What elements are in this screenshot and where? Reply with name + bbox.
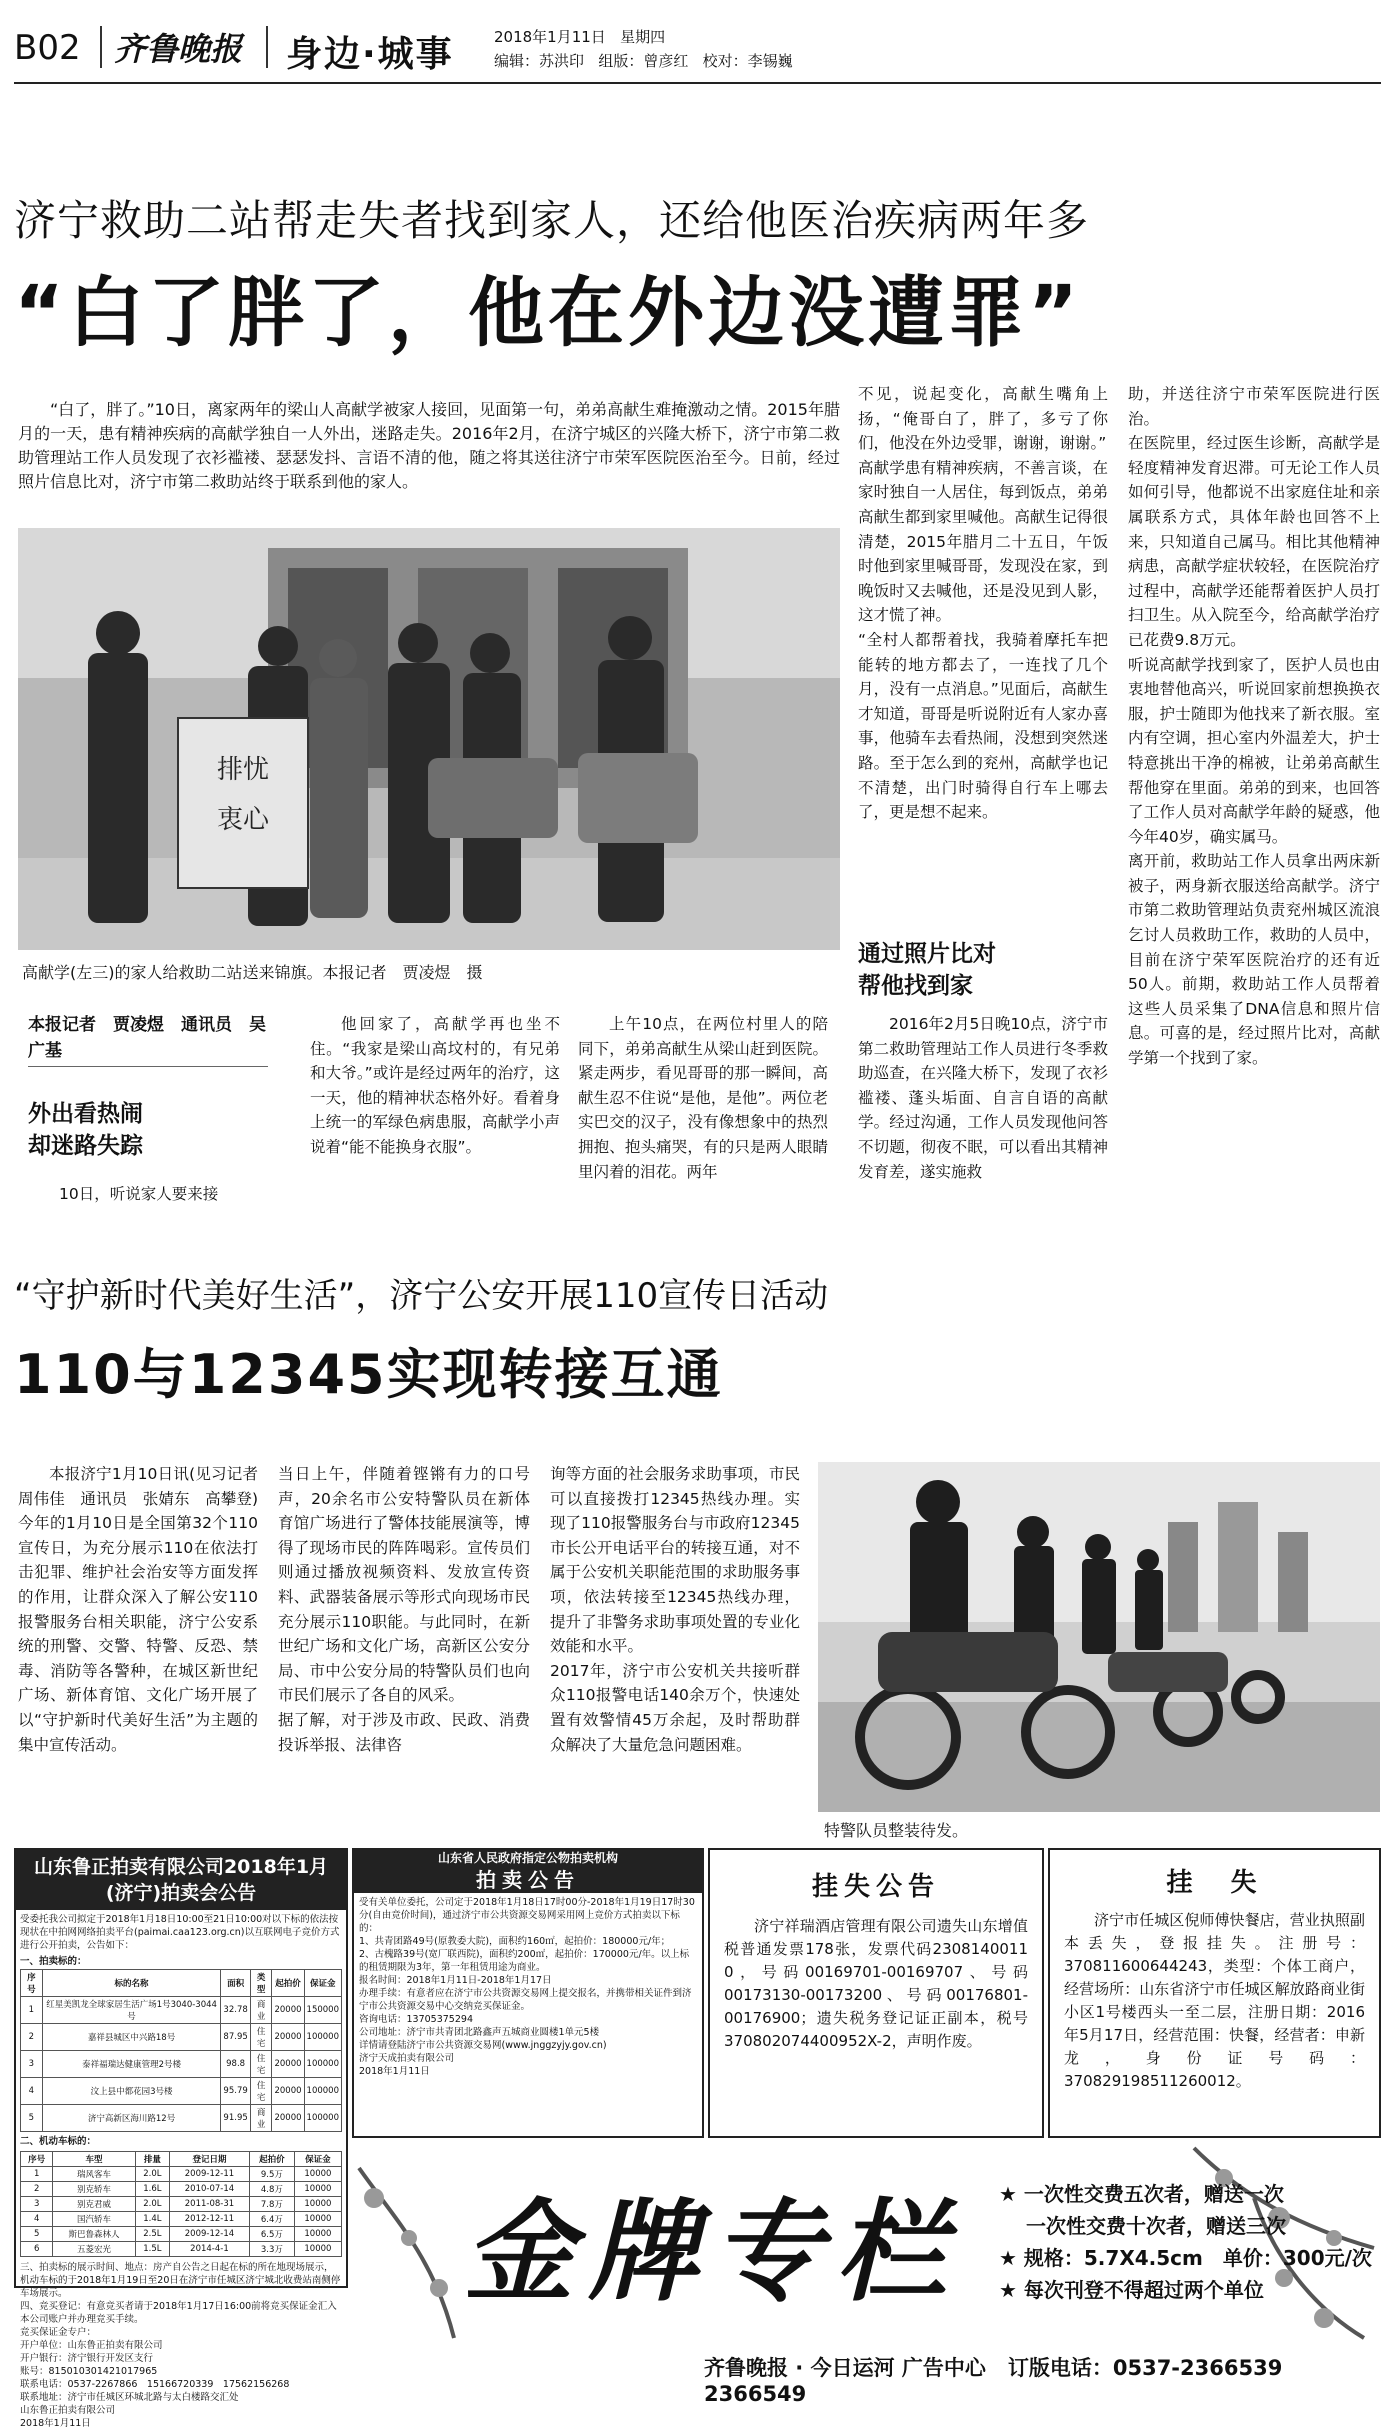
svg-text:衷心: 衷心 (216, 805, 270, 835)
table-cell: 斯巴鲁森林人 (53, 2227, 135, 2242)
section-title: 身边·城事 (286, 34, 454, 75)
table-cell: 87.95 (221, 2024, 250, 2051)
table-row (21, 2078, 342, 2105)
story2-col-b: 当日上午，伴随着铿锵有力的口号声，20余名市公安特警队员在新体育馆广场进行了警体技能展演等，博得了现场市民的阵阵喝彩。宣传员们则通过播放视频资料、发放宣传资料、武器装备展示等形式向现场市民充分展示110职能。与此同时，在新世纪广场和文化广场，高新区公安分局、市中公安分局的特警队员们也向市民们展示了各自的风采。 据了解，对于涉及市政、民政、消费投诉举报、法律咨 (278, 1465, 530, 1754)
table-cell: 2.0L (135, 2197, 169, 2212)
table-cell: 3 (21, 2051, 43, 2078)
table-cell: 7.8万 (249, 2197, 294, 2212)
table-cell: 泰祥福瑞达健康管理2号楼 (42, 2051, 221, 2078)
page-number: B02 (14, 28, 81, 68)
table-cell: 1.4L (135, 2212, 169, 2227)
story1-subhead-1: 外出看热闹 却迷路失踪 (28, 1101, 143, 1159)
table-cell: 6.4万 (249, 2212, 294, 2227)
gold-column-term: ★ 每次刊登不得超过两个单位 (999, 2278, 1264, 2302)
newspaper-logo: 齐鲁晚报 (114, 30, 243, 68)
table-cell: 32.78 (221, 1997, 250, 2024)
table-cell: 10000 (294, 2227, 341, 2242)
table-cell: 住宅 (250, 2051, 272, 2078)
story1-photo-caption: 高献学(左三)的家人给救助二站送来锦旗。本报记者 贾凌煜 摄 (22, 963, 483, 982)
table-cell: 10000 (294, 2242, 341, 2257)
gold-column-title: 金牌专栏 (464, 2187, 960, 2316)
auction-ad-body: 三、拍卖标的展示时间、地点：房产自公告之日起在标的所在地现场展示，机动车标的于2018年1月19日至20日在济宁市任城区济宁城北收费站南侧停车场展示。 四、竞买登记：有意竞买者请于2018年1月17日16:00前将竞买保证金汇入本公司账户并办理竞买手续。 竞买保证金专户： 开户单位：山东鲁正拍卖有限公司 开户银行：济宁银行开发区支行 账号：815010301421017965 联系电话：0537-2267866 15166720339 17562156268 联系地址：济宁市任城区环城北路与太白楼路交汇处 山东鲁正拍卖有限公司 2018年1月11日 (20, 2262, 341, 2429)
auction-ad-section-2: 二、机动车标的： (20, 2136, 97, 2147)
table-cell: 3.3万 (249, 2242, 294, 2257)
table-header-cell: 保证金 (304, 1970, 341, 1997)
table-cell: 嘉祥县城区中兴路18号 (42, 2024, 221, 2051)
gold-column-term: 一次性交费十次者，赠送三次 (999, 2214, 1286, 2238)
paragraph: 10日，听说家人要来接 (59, 1185, 219, 1203)
table-cell: 红星美凯龙全球家居生活广场1号3040-3044号 (42, 1997, 221, 2024)
table-cell: 1.6L (135, 2182, 169, 2197)
svg-text:排忧: 排忧 (216, 755, 270, 785)
paragraph: 上午10点，在两位村里人的陪同下，弟弟高献生从梁山赶到医院。紧走两步，看见哥哥的那一瞬间，高献生忍不住说“是他，是他”。两位老实巴交的汉子，没有像想象中的热烈拥抱、抱头痛哭，有的只是两人眼睛里闪着的泪花。两年 (578, 1015, 828, 1181)
table-cell: 4 (21, 2078, 43, 2105)
table-cell: 2.5L (135, 2227, 169, 2242)
editor: 编辑：苏洪印 (494, 52, 585, 70)
table-cell: 2011-08-31 (169, 2197, 249, 2212)
table-row (21, 2024, 342, 2051)
table-header-cell: 序号 (21, 1970, 43, 1997)
auction-table-wrap (16, 1968, 346, 2133)
table-cell: 10000 (294, 2212, 341, 2227)
auction-ad2-body: 受有关单位委托，公司定于2018年1月18日17时00分-2018年1月19日17时30分(自由竞价时间)，通过济宁市公共资源交易网采用网上竞价方式拍卖以下标的： 1、共青团路49号(原教委大院)，面积约160㎡，起拍价：180000元/年； 2、古槐路39号(宽厂联西院)，面积约200㎡，起拍价：170000元/年。以上标的租赁期限为3年，第一年租赁用途为商业。 报名时间：2018年1月11日-2018年1月17日 办理手续：有意者应在济宁市公共资源交易网上提交报名，并携带相关证件到济宁市公共资源交易中心交纳竞买保证金。 咨询电话：13705375294 公司地址：济宁市共青团北路鑫声五城商业圆楼1单元5楼 详情请登陆济宁市公共资源交易网(www.jnggzyjy.gov.cn) 济宁天成拍卖有限公司 2018年1月11日 (359, 1897, 695, 2077)
table-header-cell: 类型 (250, 1970, 272, 1997)
table-cell: 20000 (272, 2024, 304, 2051)
table-cell: 2014-4-1 (169, 2242, 249, 2257)
table-cell: 2009-12-11 (169, 2167, 249, 2182)
table-cell: 100000 (304, 2051, 341, 2078)
table-cell: 2009-12-14 (169, 2227, 249, 2242)
table-cell: 2 (21, 2182, 53, 2197)
story1-subhead-2: 通过照片比对 帮他找到家 (858, 941, 996, 999)
table-cell: 五菱宏光 (53, 2242, 135, 2257)
table-cell: 国汽轿车 (53, 2212, 135, 2227)
proofreader: 校对：李锡巍 (702, 52, 793, 70)
table-cell: 91.95 (221, 2105, 250, 2132)
story2-col-a (18, 1462, 274, 1757)
auction-ad-tiancheng (352, 1848, 704, 2138)
table-header-cell: 起拍价 (272, 1970, 304, 1997)
table-cell: 95.79 (221, 2078, 250, 2105)
story2-kicker: “守护新时代美好生活”，济宁公安开展110宣传日活动 (14, 1276, 829, 1316)
auction-ad2-title: 拍卖公告 (354, 1867, 702, 1893)
gold-column-terms (999, 2178, 1372, 2306)
table-cell: 100000 (304, 2024, 341, 2051)
header-rule (14, 82, 1381, 84)
story1-col-e (858, 1012, 1108, 1184)
table-cell: 6 (21, 2242, 53, 2257)
table-header-cell: 序号 (21, 2152, 53, 2167)
story2-photo (818, 1462, 1380, 1812)
issue-date-line (494, 26, 665, 47)
table-row (21, 1997, 342, 2024)
paragraph: 2016年2月5日晚10点，济宁市第二救助管理站工作人员进行冬季救助巡查，在兴隆大桥下，发现了衣衫褴褛、蓬头垢面、自言自语的高献学。经过沟通，工作人员发现他问答不切题，彻夜不眠，可以看出其精神发育差，遂实施救 (858, 1015, 1108, 1181)
table-cell: 150000 (304, 1997, 341, 2024)
lost-notice-1-body: 济宁祥瑞酒店管理有限公司遗失山东增值税普通发票178张，发票代码2308140011​0，号码00169701-00169707、号码00173130-00173200、号码00176801-00176900；遗失税务登记证正副本，税号370802074400952X-2，声明作废。 (724, 1917, 1028, 2050)
table-cell: 3 (21, 2197, 53, 2212)
story1-lede: “白了，胖了。”10日，离家两年的梁山人高献学被家人接回，见面第一句，弟弟高献生难掩激动之情。2015年腊月的一天，患有精神疾病的高献学独自一人外出，迷路走失。2016年2月，在济宁城区的兴隆大桥下，济宁市第二救助管理站工作人员发现了衣衫褴褛、瑟瑟发抖、言语不清的他，随之将其送往济宁市荣军医院医治至今。日前，经过照片信息比对，济宁市第二救助站终于联系到他的家人。 (18, 400, 840, 491)
table-cell: 4.8万 (249, 2182, 294, 2197)
table-cell: 20000 (272, 2078, 304, 2105)
story1-byline: 本报记者 贾凌煜 通讯员 吴广基 (28, 1015, 266, 1061)
issue-date: 2018年1月11日 (494, 28, 606, 46)
gold-column-term: ★ 一次性交费五次者，赠送一次 (999, 2182, 1284, 2206)
table-cell: 5 (21, 2105, 43, 2132)
paragraph: 本报济宁1月10日讯(见习记者 周伟佳 通讯员 张婧东 高攀登) 今年的1月10日是全国第32个110宣传日，为充分展示110在依法打击犯罪、维护社会治安等方面发挥的作用，让群众深入了解公安110报警服务台相关职能，济宁公安系统的刑警、交警、特警、反恐、禁毒、消防等各警种，在城区新世纪广场、新体育馆、文化广场开展了以“守护新时代美好生活”为主题的集中宣传活动。 (18, 1465, 274, 1754)
table-cell: 4 (21, 2212, 53, 2227)
table-row (21, 2105, 342, 2132)
table-header-cell: 标的名称 (42, 1970, 221, 1997)
table-cell: 2010-07-14 (169, 2182, 249, 2197)
staff-line (494, 50, 793, 71)
table-cell: 5 (21, 2227, 53, 2242)
story1-col-d: 不见，说起变化，高献生嘴角上扬，“俺哥白了，胖了，多亏了你们，他没在外边受罪，谢谢，谢谢。” 高献学患有精神疾病，不善言谈，在家时独自一人居住，每到饭点，弟弟高献生都到家里喊他。高献生记得很清楚，2015年腊月二十五日，午饭时他到家里喊哥哥，发现没在家，到晚饭时又去喊他，还是没见到人影，这才慌了神。 “全村人都帮着找，我骑着摩托车把能转的地方都去了，一连找了几个月，没有一点消息。”见面后，高献生才知道，哥哥是听说附近有人家办喜事，他骑车去看热闹，没想到突然迷路。至于怎么到的兖州，高献学也记不清楚，出门时骑得自行车上哪去了，更是想不起来。 (858, 385, 1108, 822)
table-cell: 10000 (294, 2167, 341, 2182)
story2-col-c: 询等方面的社会服务求助事项，市民可以直接拨打12345热线办理。实现了110报警服务台与市政府12345市长公开电话平台的转接互通，对不属于公安机关职能范围的求助服务事项，依法转接至12345热线办理，提升了非警务求助事项处置的专业化效能和水平。 2017年，济宁市公安机关共接听群众110报警电话140余万个，快速处置有效警情45万余起，及时帮助群众解决了大量危急问题困难。 (550, 1465, 800, 1754)
lost-notice-2-body: 济宁市任城区倪师傅快餐店，营业执照副本丢失，登报挂失。注册号：370811600644243，类型：个体工商户，经营场所：山东省济宁市任城区解放路商业街小区1号楼西头一至二层，注册日期：2016年5月17日，经营范围：快餐，经营者：申新龙，身份证号码：370829198511260012。 (1064, 1911, 1365, 2090)
table-cell: 100000 (304, 2078, 341, 2105)
table-cell: 住宅 (250, 2024, 272, 2051)
table-row (21, 2051, 342, 2078)
table-cell: 20000 (272, 2105, 304, 2132)
header-divider (100, 26, 102, 68)
gold-column-ad (14, 2138, 1381, 2406)
story1-headline: “白了胖了，他在外边没遭罪” (14, 268, 1082, 357)
story2-photo-caption: 特警队员整装待发。 (824, 1821, 969, 1840)
byline-rule (28, 1066, 268, 1067)
table-cell: 商业 (250, 2105, 272, 2132)
table-header-cell: 排量 (135, 2152, 169, 2167)
story1-col-c (578, 1012, 828, 1184)
story2-photo-image (818, 1462, 1380, 1812)
lost-notice-1-title: 挂失公告 (811, 1872, 940, 1902)
story2-headline: 110与12345实现转接互通 (14, 1343, 723, 1406)
table-cell: 住宅 (250, 2078, 272, 2105)
auction-ad-section-1: 一、拍卖标的： (20, 1956, 87, 1967)
table-cell: 2 (21, 2024, 43, 2051)
gold-column-term: ★ 规格：5.7X4.5cm 单价：300元/次 (999, 2246, 1372, 2270)
table-cell: 100000 (304, 2105, 341, 2132)
story1-photo (18, 528, 840, 950)
designer: 组版：曾彦红 (598, 52, 689, 70)
table-cell: 20000 (272, 1997, 304, 2024)
table-cell: 98.8 (221, 2051, 250, 2078)
table-cell: 1.5L (135, 2242, 169, 2257)
ad-center-name: 齐鲁晚报 · 今日运河 广告中心 (704, 2356, 986, 2380)
table-cell: 商业 (250, 1997, 272, 2024)
table-cell: 瑞风客车 (53, 2167, 135, 2182)
paragraph: 他回家了，高献学再也坐不住。“我家是梁山高坟村的，有兄弟和大爷。”或许是经过两年的治疗，这一天，他的精神状态格外好。看着身上统一的军绿色病患服，高献学小声说着“能不能换身衣服”。 (310, 1015, 560, 1156)
story1-photo-image (18, 528, 840, 950)
table-header-cell: 面积 (221, 1970, 250, 1997)
table-cell: 汶上县中都花园3号楼 (42, 2078, 221, 2105)
table-header-cell: 保证金 (294, 2152, 341, 2167)
table-cell: 6.5万 (249, 2227, 294, 2242)
table-header-cell: 登记日期 (169, 2152, 249, 2167)
table-cell: 9.5万 (249, 2167, 294, 2182)
table-cell: 10000 (294, 2182, 341, 2197)
ad-center-footer (704, 2352, 1381, 2406)
auction-ad-title: 山东鲁正拍卖有限公司2018年1月(济宁)拍卖会公告 (16, 1850, 346, 1910)
issue-weekday: 星期四 (620, 28, 666, 46)
lost-notice-ad-2 (1048, 1848, 1381, 2138)
story1-kicker: 济宁救助二站帮走失者找到家人，还给他医治疾病两年多 (14, 196, 1090, 245)
table-cell: 1 (21, 1997, 43, 2024)
table-cell: 别克君威 (53, 2197, 135, 2212)
table-cell: 别克轿车 (53, 2182, 135, 2197)
story1-col-f: 助，并送往济宁市荣军医院进行医治。 在医院里，经过医生诊断，高献学是轻度精神发育迟滞。可无论工作人员如何引导，他都说不出家庭住址和亲属联系方式，具体年龄也回答不上来，只知道自己属马。相比其他精神病患，高献学症状较轻，在医院治疗过程中，高献学还能帮着医护人员打扫卫生。从入院至今，给高献学治疗已花费9.8万元。 听说高献学找到家了，医护人员也由衷地替他高兴，听说回家前想换换衣服，护士随即为他找来了新衣服。室内有空调，担心室内外温差大，护士特意挑出干净的棉被，让弟弟高献生帮他穿在里面。弟弟的到来，也回答了工作人员对高献学年龄的疑惑，他今年40岁，确实属马。 离开前，救助站工作人员拿出两床新被子，两身新衣服送给高献学。济宁市第二救助管理站负责兖州城区流浪乞讨人员救助工作，救助的人员中，目前在济宁荣军医院治疗的还有近50人。前期，救助站工作人员帮着这些人员采集了DNA信息和照片信息。可喜的是，经过照片比对，高献学第一个找到了家。 (1128, 385, 1380, 1068)
auction-property-table (20, 1969, 342, 2132)
lost-notice-ad-1 (708, 1848, 1044, 2138)
table-cell: 2.0L (135, 2167, 169, 2182)
table-cell: 10000 (294, 2197, 341, 2212)
header-divider (266, 26, 268, 68)
story1-col-a (28, 1182, 268, 1207)
lost-notice-2-title: 挂 失 (1166, 1868, 1263, 1898)
page-header (14, 10, 1381, 76)
table-header-cell: 车型 (53, 2152, 135, 2167)
auction-ad-intro: 受委托我公司拟定于2018年1月18日10:00至21日10:00对以下标的依法按现状在中拍网网络拍卖平台(paimai.caa123.org.cn)以互联网电子竞价方式进行公开拍卖，公告如下： (20, 1914, 340, 1951)
story1-col-b (310, 1012, 560, 1160)
auction-ad2-top: 山东省人民政府指定公物拍卖机构 (354, 1850, 702, 1867)
table-cell: 1 (21, 2167, 53, 2182)
ad-center-phone: 订版电话：0537-2366539 2366549 (704, 2356, 1283, 2406)
table-header-cell: 起拍价 (249, 2152, 294, 2167)
table-cell: 2012-12-11 (169, 2212, 249, 2227)
table-cell: 济宁高新区海川路12号 (42, 2105, 221, 2132)
table-cell: 20000 (272, 2051, 304, 2078)
